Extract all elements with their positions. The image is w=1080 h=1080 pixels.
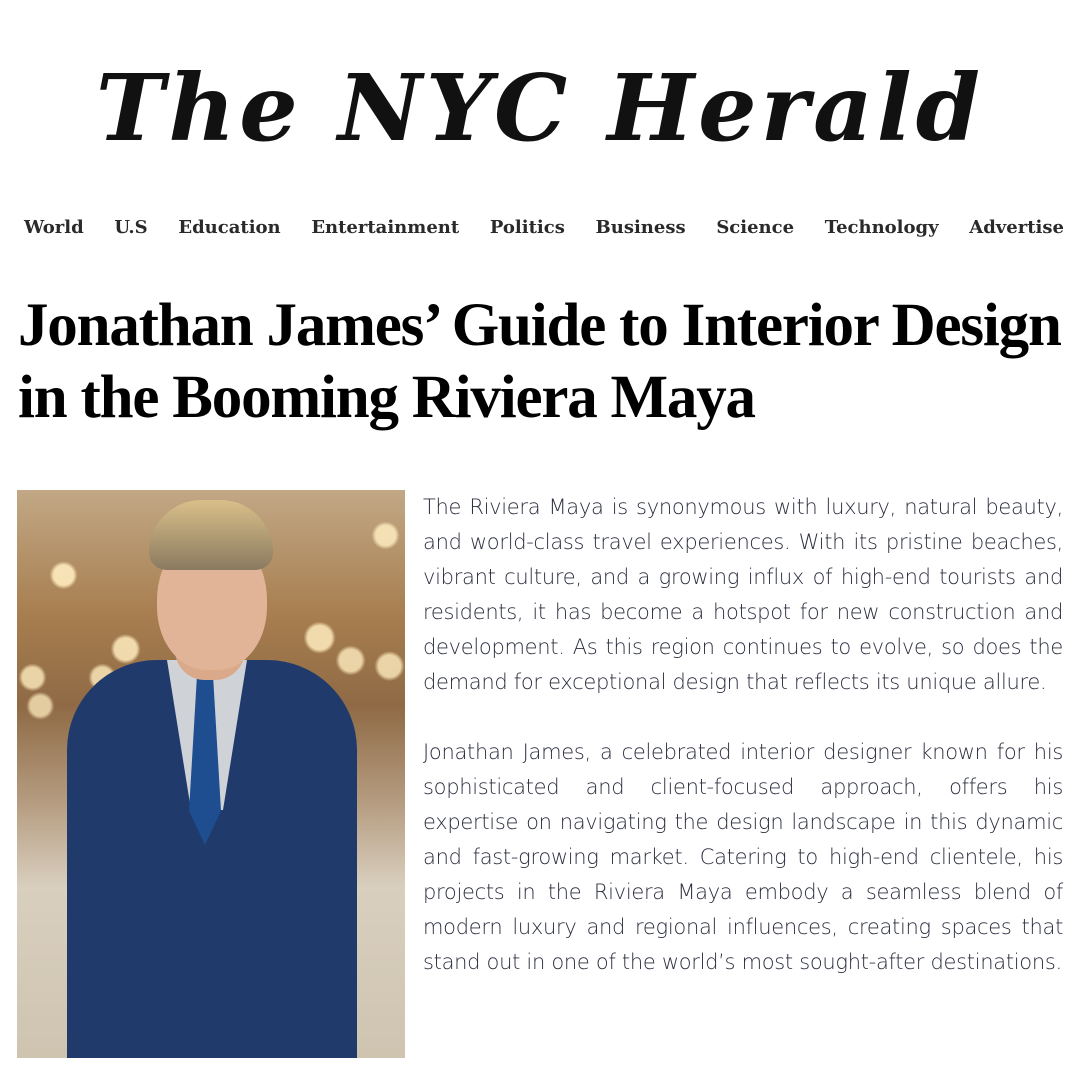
nav-item-entertainment[interactable]: Entertainment (311, 216, 460, 238)
article-paragraph-2: Jonathan James, a celebrated interior designer known for his sophisticated and client-focused approach, offers his expertise on navigating the design landscape in this dynamic and fast-growing market. Catering to high-end clientele, his projects in the Riviera Maya embody a seamless blend of modern luxury and regional influences, creating spaces that stand out in one of the world’s most sought-after destinations. (423, 740, 1063, 974)
nav-item-business[interactable]: Business (595, 216, 686, 238)
nav-item-us[interactable]: U.S (114, 216, 148, 238)
nav-item-politics[interactable]: Politics (489, 216, 565, 238)
article-body (423, 490, 1063, 1015)
article-paragraph-1: The Riviera Maya is synonymous with luxury, natural beauty, and world-class travel experiences. With its pristine beaches, vibrant culture, and a growing influx of high-end tourists and residents, it has become a hotspot for new construction and development. As this region continues to evolve, so does the demand for exceptional design that reflects its unique allure. (423, 495, 1063, 694)
nav-item-education[interactable]: Education (178, 216, 281, 238)
masthead-logo[interactable]: The NYC Herald (95, 54, 985, 162)
nav-item-advertise[interactable]: Advertise (969, 216, 1064, 238)
nav-item-technology[interactable]: Technology (824, 216, 939, 238)
nav-item-world[interactable]: World (24, 216, 84, 238)
article-headline: Jonathan James’ Guide to Interior Design in the Booming Riviera Maya (18, 292, 1061, 431)
author-portrait-image (17, 490, 405, 1058)
section-nav (24, 212, 1064, 242)
nav-item-science[interactable]: Science (716, 216, 795, 238)
portrait-hair (149, 500, 273, 570)
